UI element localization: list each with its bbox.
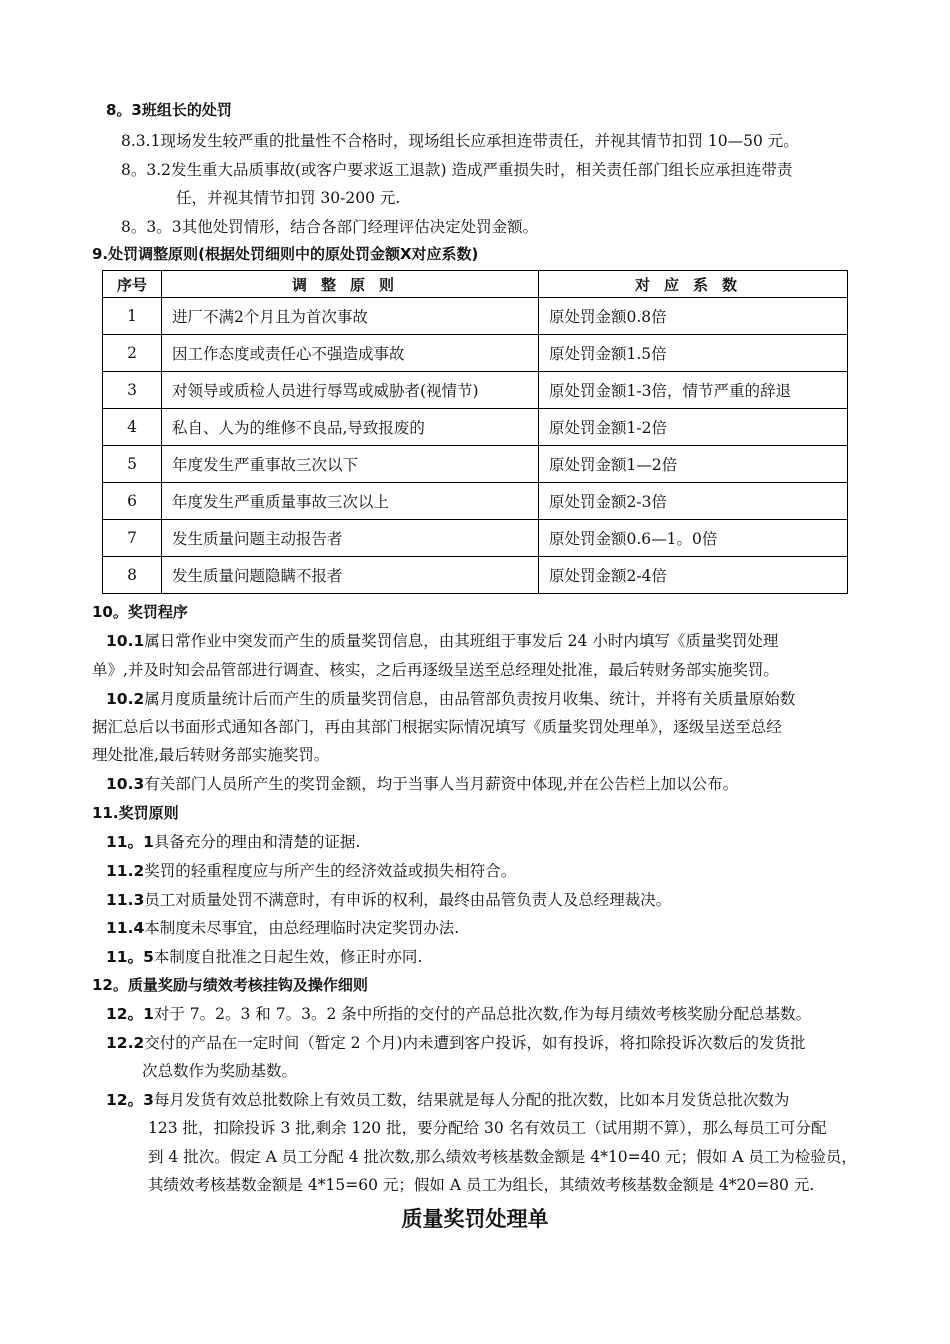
cell-coef: 原处罚金额2-4倍	[539, 557, 848, 594]
cell-coef: 原处罚金额1-2倍	[539, 409, 848, 446]
paragraph-8-3-2: 8。3.2发生重大品质事故(或客户要求返工退款) 造成严重损失时，相关责任部门组长应承担连带责	[121, 161, 793, 179]
paragraph-number: 12。3	[106, 1091, 154, 1109]
paragraph-11-1	[106, 832, 360, 852]
column-header-no: 序号	[103, 271, 162, 298]
paragraph-8-3-1: 8.3.1现场发生较严重的批量性不合格时，现场组长应承担连带责任，并视其情节扣罚 10—50 元。	[121, 132, 799, 150]
paragraph-10-2-cont: 据汇总后以书面形式通知各部门，再由其部门根据实际情况填写《质量奖罚处理单》，逐级呈送至总经	[92, 718, 782, 736]
cell-rule: 年度发生严重事故三次以下	[162, 446, 539, 483]
table-row	[103, 409, 848, 446]
paragraph-12-2	[106, 1033, 806, 1053]
cell-no: 5	[103, 446, 162, 483]
table-row	[103, 335, 848, 372]
paragraph-text: 属日常作业中突发而产生的质量奖罚信息，由其班组于事发后 24 小时内填写《质量奖罚处理	[144, 632, 779, 650]
cell-rule: 年度发生严重质量事故三次以上	[162, 483, 539, 520]
table-row	[103, 557, 848, 594]
paragraph-8-3-3: 8。3。3其他处罚情形，结合各部门经理评估决定处罚金额。	[121, 218, 539, 236]
cell-rule: 发生质量问题隐瞒不报者	[162, 557, 539, 594]
cell-coef: 原处罚金额1.5倍	[539, 335, 848, 372]
cell-coef: 原处罚金额1—2倍	[539, 446, 848, 483]
paragraph-text: 本制度自批准之日起生效，修正时亦同.	[153, 948, 423, 966]
paragraph-number: 11。5	[106, 948, 154, 966]
paragraph-number: 10.2	[106, 690, 145, 708]
paragraph-number: 12。1	[106, 1005, 154, 1023]
cell-coef: 原处罚金额0.6—1。0倍	[539, 520, 848, 557]
paragraph-11-4	[106, 918, 459, 938]
paragraph-number: 11。1	[106, 833, 154, 851]
paragraph-8-3-2-cont: 任，并视其情节扣罚 30-200 元.	[176, 189, 401, 207]
paragraph-11-5	[106, 947, 422, 967]
cell-no: 6	[103, 483, 162, 520]
paragraph-text: 属月度质量统计后而产生的质量奖罚信息，由品管部负责按月收集、统计，并将有关质量原始数	[144, 690, 796, 708]
paragraph-12-3-cont: 123 批，扣除投诉 3 批,剩余 120 批，要分配给 30 名有效员工（试用期不算），那么每员工可分配	[148, 1119, 827, 1137]
paragraph-12-3-cont3: 其绩效考核基数金额是 4*15=60 元；假如 A 员工为组长，其绩效考核基数金额是 4*20=80 元.	[148, 1176, 815, 1194]
paragraph-11-3	[106, 890, 671, 910]
paragraph-text: 有关部门人员所产生的奖罚金额，均于当事人当月薪资中体现,并在公告栏上加以公布。	[144, 775, 739, 793]
cell-no: 7	[103, 520, 162, 557]
paragraph-number: 11.4	[106, 919, 145, 937]
paragraph-12-3-cont2: 到 4 批次。假定 A 员工分配 4 批次数,那么绩效考核基数金额是 4*10=40 元；假如 A 员工为检验员，	[148, 1148, 857, 1166]
table-header-row	[103, 271, 848, 298]
section-11-heading: 11.奖罚原则	[92, 804, 179, 822]
section-12-heading: 12。质量奖励与绩效考核挂钩及操作细则	[92, 976, 368, 994]
table-row	[103, 372, 848, 409]
paragraph-text: 每月发货有效总批数除上有效员工数，结果就是每人分配的批次数，比如本月发货总批次数为	[153, 1091, 790, 1109]
paragraph-12-1	[106, 1004, 811, 1024]
paragraph-number: 11.3	[106, 891, 145, 909]
paragraph-10-2	[106, 689, 795, 709]
paragraph-10-2-cont2: 理处批准,最后转财务部实施奖罚。	[92, 746, 330, 764]
paragraph-number: 10.3	[106, 775, 145, 793]
cell-coef: 原处罚金额1-3倍，情节严重的辞退	[539, 372, 848, 409]
cell-coef: 原处罚金额0.8倍	[539, 298, 848, 335]
paragraph-10-1	[106, 631, 778, 651]
paragraph-10-3	[106, 774, 738, 794]
cell-rule: 发生质量问题主动报告者	[162, 520, 539, 557]
paragraph-number: 12.2	[106, 1034, 145, 1052]
column-header-coef: 对应系数	[539, 271, 848, 298]
section-10-heading: 10。奖罚程序	[92, 603, 188, 621]
paragraph-number: 10.1	[106, 632, 145, 650]
section-8-3-heading: 8。3班组长的处罚	[106, 101, 232, 119]
table-row	[103, 520, 848, 557]
cell-no: 2	[103, 335, 162, 372]
cell-no: 1	[103, 298, 162, 335]
table-row	[103, 298, 848, 335]
paragraph-text: 对于 7。2。3 和 7。3。2 条中所指的交付的产品总批次数,作为每月绩效考核奖励分配总基数。	[153, 1005, 812, 1023]
paragraph-12-3	[106, 1090, 789, 1110]
adjustment-table	[102, 270, 848, 594]
cell-rule: 对领导或质检人员进行辱骂或威胁者(视情节)	[162, 372, 539, 409]
paragraph-text: 具备充分的理由和清楚的证据.	[153, 833, 361, 851]
section-9-heading: 9.处罚调整原则(根据处罚细则中的原处罚金额X对应系数)	[92, 245, 479, 263]
paragraph-10-1-cont: 单》,并及时知会品管部进行调查、核实，之后再逐级呈送至总经理处批准，最后转财务部实施奖罚。	[92, 661, 779, 679]
cell-rule: 进厂不满2个月且为首次事故	[162, 298, 539, 335]
table-row	[103, 446, 848, 483]
column-header-rule: 调整原则	[162, 271, 539, 298]
cell-rule: 因工作态度或责任心不强造成事故	[162, 335, 539, 372]
paragraph-12-2-cont: 次总数作为奖励基数。	[142, 1062, 298, 1080]
cell-rule: 私自、人为的维修不良品,导致报废的	[162, 409, 539, 446]
paragraph-number: 11.2	[106, 862, 145, 880]
cell-no: 8	[103, 557, 162, 594]
paragraph-text: 交付的产品在一定时间（暂定 2 个月)内未遭到客户投诉，如有投诉，将扣除投诉次数后的发货批	[144, 1034, 806, 1052]
paragraph-11-2	[106, 861, 516, 881]
cell-no: 3	[103, 372, 162, 409]
cell-coef: 原处罚金额2-3倍	[539, 483, 848, 520]
cell-no: 4	[103, 409, 162, 446]
paragraph-text: 奖罚的轻重程度应与所产生的经济效益或损失相符合。	[144, 862, 517, 880]
paragraph-text: 员工对质量处罚不满意时，有申诉的权利，最终由品管负责人及总经理裁决。	[144, 891, 672, 909]
form-title: 质量奖罚处理单	[401, 1207, 549, 1231]
paragraph-text: 本制度未尽事宜，由总经理临时决定奖罚办法.	[144, 919, 460, 937]
table-row	[103, 483, 848, 520]
